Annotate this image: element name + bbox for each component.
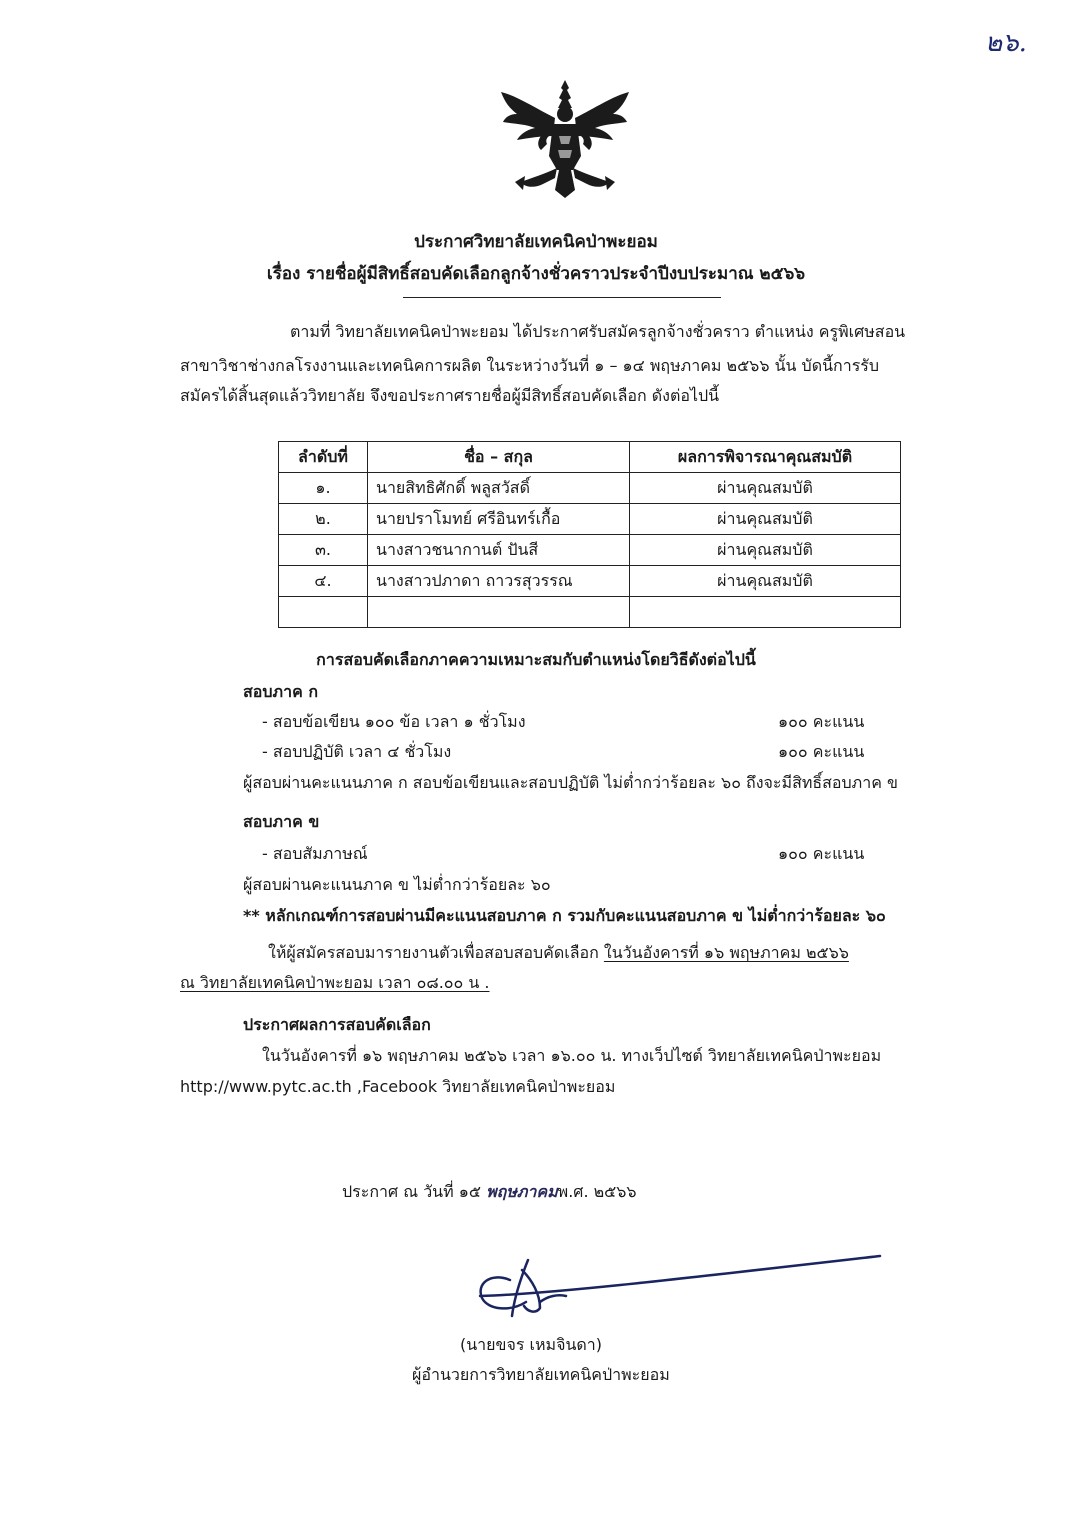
handwritten-page-number: ๒๖.: [985, 28, 1027, 58]
part-b-note: ผู้สอบผ่านคะแนนภาค ข ไม่ต่ำกว่าร้อยละ ๖๐: [243, 875, 551, 894]
table-row: [279, 566, 901, 597]
report-date: ในวันอังคารที่ ๑๖ พฤษภาคม ๒๕๖๖: [603, 943, 849, 962]
table-row: [279, 504, 901, 535]
applicant-name: [368, 597, 630, 628]
report-prefix: ให้ผู้สมัครสอบมารายงานตัวเพื่อสอบสอบคัดเลือก: [268, 943, 604, 962]
announcement-title: ประกาศวิทยาลัยเทคนิคป่าพะยอม: [414, 232, 658, 252]
column-header-result: ผลการพิจารณาคุณสมบัติ: [630, 442, 901, 473]
title-divider: [403, 297, 721, 298]
table-row-empty: [279, 597, 901, 628]
qualification-result: ผ่านคุณสมบัติ: [630, 566, 901, 597]
applicant-table: [278, 441, 901, 628]
part-a-item-written: - สอบข้อเขียน ๑๐๐ ข้อ เวลา ๑ ชั่วโมง: [262, 712, 526, 731]
part-b-item-interview-score: ๑๐๐ คะแนน: [778, 844, 865, 863]
qualification-result: ผ่านคุณสมบัติ: [630, 504, 901, 535]
result-announcement-line-2: http://www.pytc.ac.th ,Facebook วิทยาลัยเทคนิคป่าพะยอม: [180, 1077, 616, 1096]
announcement-subject: เรื่อง รายชื่อผู้มีสิทธิ์สอบคัดเลือกลูกจ้างชั่วคราวประจำปีงบประมาณ ๒๕๖๖: [266, 264, 806, 284]
result-announcement-label: ประกาศผลการสอบคัดเลือก: [243, 1015, 431, 1034]
date-year: พ.ศ. ๒๕๖๖: [557, 1182, 637, 1201]
part-a-item-practical: - สอบปฏิบัติ เวลา ๔ ชั่วโมง: [262, 742, 452, 761]
signature-icon: [470, 1250, 890, 1325]
table-row: [279, 535, 901, 566]
part-a-note: ผู้สอบผ่านคะแนนภาค ก สอบข้อเขียนและสอบปฏิบัติ ไม่ต่ำกว่าร้อยละ ๖๐ ถึงจะมีสิทธิ์สอบภาค ข: [243, 773, 898, 792]
garuda-emblem-icon: [495, 78, 635, 200]
part-b-item-interview: - สอบสัมภาษณ์: [262, 844, 368, 863]
row-number: ๓.: [279, 535, 368, 566]
applicant-name: นางสาวชนากานต์ ปันสี: [368, 535, 630, 566]
date-prefix: ประกาศ ณ วันที่ ๑๕: [342, 1182, 487, 1201]
signer-title: ผู้อำนวยการวิทยาลัยเทคนิคป่าพะยอม: [412, 1365, 670, 1384]
column-header-name: ชื่อ – สกุล: [368, 442, 630, 473]
row-number: ๑.: [279, 473, 368, 504]
intro-line-1: ตามที่ วิทยาลัยเทคนิคป่าพะยอม ได้ประกาศรับสมัครลูกจ้างชั่วคราว ตำแหน่ง ครูพิเศษสอน: [290, 322, 906, 341]
report-place-time: ณ วิทยาลัยเทคนิคป่าพะยอม เวลา ๐๘.๐๐ น .: [180, 973, 490, 992]
exam-section-title: การสอบคัดเลือกภาคความเหมาะสมกับตำแหน่งโดยวิธีดังต่อไปนี้: [316, 650, 756, 669]
applicant-name: นายสิทธิศักดิ์ พลูสวัสดิ์: [368, 473, 630, 504]
column-header-no: ลำดับที่: [279, 442, 368, 473]
applicant-name: นายปราโมทย์ ศรีอินทร์เกื้อ: [368, 504, 630, 535]
part-a-label: สอบภาค ก: [243, 682, 319, 701]
date-month: พฤษภาคม: [486, 1182, 558, 1201]
qualification-result: ผ่านคุณสมบัติ: [630, 535, 901, 566]
qualification-result: [630, 597, 901, 628]
announcement-date: [342, 1180, 637, 1205]
row-number: [279, 597, 368, 628]
row-number: ๒.: [279, 504, 368, 535]
intro-line-2: สาขาวิชาช่างกลโรงงานและเทคนิคการผลิต ในระหว่างวันที่ ๑ – ๑๔ พฤษภาคม ๒๕๖๖ นั้น บัดนี้การรับ: [180, 356, 880, 375]
part-a-item-written-score: ๑๐๐ คะแนน: [778, 712, 865, 731]
qualification-result: ผ่านคุณสมบัติ: [630, 473, 901, 504]
report-line-1: [268, 941, 849, 966]
table-header-row: [279, 442, 901, 473]
part-b-label: สอบภาค ข: [243, 812, 320, 831]
part-a-item-practical-score: ๑๐๐ คะแนน: [778, 742, 865, 761]
row-number: ๔.: [279, 566, 368, 597]
signer-name: (นายขจร เหมจินดา): [460, 1335, 603, 1354]
applicant-name: นางสาวปภาดา ถาวรสุวรรณ: [368, 566, 630, 597]
pass-criteria: ** หลักเกณฑ์การสอบผ่านมีคะแนนสอบภาค ก รวมกับคะแนนสอบภาค ข ไม่ต่ำกว่าร้อยละ ๖๐: [243, 906, 886, 925]
intro-line-3: สมัครได้สิ้นสุดแล้ววิทยาลัย จึงขอประกาศรายชื่อผู้มีสิทธิ์สอบคัดเลือก ดังต่อไปนี้: [180, 386, 720, 405]
table-row: [279, 473, 901, 504]
result-announcement-line-1: ในวันอังคารที่ ๑๖ พฤษภาคม ๒๕๖๖ เวลา ๑๖.๐๐ น. ทางเว็ปไซต์ วิทยาลัยเทคนิคป่าพะยอม: [262, 1046, 882, 1065]
